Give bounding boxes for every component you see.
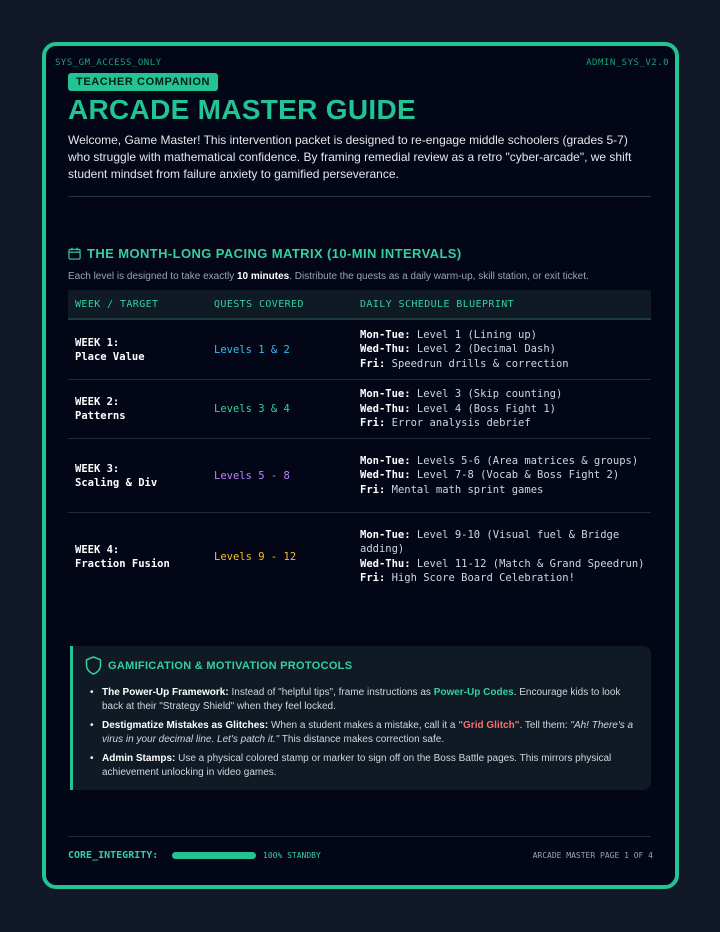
calendar-icon <box>68 247 81 260</box>
page-number: ARCADE MASTER PAGE 1 OF 4 <box>532 851 653 860</box>
version-label: ADMIN_SYS_V2.0 <box>586 58 669 68</box>
quests-cell: Levels 3 & 4 <box>214 403 290 415</box>
column-header: WEEK / TARGET <box>75 298 159 310</box>
column-header: QUESTS COVERED <box>214 298 304 310</box>
schedule-cell: Mon-Tue: Level 1 (Lining up) Wed-Thu: Level 2 (Decimal Dash) Fri: Speedrun drills & correction <box>360 328 569 370</box>
list-item: • Destigmatize Mistakes as Glitches: When a student makes a mistake, call it a "Grid Glitch". Tell them: "Ah! There's a virus in your decimal line. Let's patch it." This distance makes correction safe. <box>90 720 634 745</box>
week-cell: WEEK 2: Patterns <box>75 396 126 422</box>
list-item: • The Power-Up Framework: Instead of "helpful tips", frame instructions as Power-Up Codes. Encourage kids to look back at their "Strategy Shield" when they feel locked. <box>90 687 621 712</box>
table-row <box>68 320 651 380</box>
teacher-companion-badge: TEACHER COMPANION <box>68 73 218 91</box>
table-row <box>68 513 651 600</box>
quests-cell: Levels 9 - 12 <box>214 550 297 563</box>
schedule-cell: Mon-Tue: Level 9-10 (Visual fuel & Bridge adding) Wed-Thu: Level 11-12 (Match & Grand Speedrun) Fri: High Score Board Celebration! <box>360 528 645 584</box>
pacing-table <box>68 290 651 600</box>
table-row <box>68 380 651 439</box>
schedule-cell: Mon-Tue: Levels 5-6 (Area matrices & groups) Wed-Thu: Level 7-8 (Vocab & Boss Fight 2) Fri: Mental math sprint games <box>360 454 639 496</box>
access-label: SYS_GM_ACCESS_ONLY <box>55 58 162 68</box>
footer-divider <box>68 836 651 837</box>
list-item: • Admin Stamps: Use a physical colored stamp or marker to sign off on the Boss Battle pages. This mirrors physical achievement unlocking in video games. <box>90 753 612 778</box>
table-row <box>68 439 651 513</box>
week-cell: WEEK 3: Scaling & Div <box>75 462 158 489</box>
header-divider <box>68 196 651 197</box>
quests-cell: Levels 5 - 8 <box>214 469 290 482</box>
page-frame <box>42 42 679 889</box>
pacing-heading <box>68 246 462 261</box>
intro-paragraph: Welcome, Game Master! This intervention packet is designed to re-engage middle schoolers (grades 5-7) who struggle with mathematical confidence. By framing remedial review as a retro "cyber-arcade", we shift student mindset from failure anxiety to gamified perseverance. <box>68 133 632 181</box>
table-header <box>68 290 651 320</box>
pacing-subtitle: Each level is designed to take exactly 10 minutes. Distribute the quests as a daily warm-up, skill station, or exit ticket. <box>68 271 589 282</box>
gamification-heading <box>85 656 352 675</box>
core-integrity-label: CORE_INTEGRITY: <box>68 850 159 861</box>
column-header: DAILY SCHEDULE BLUEPRINT <box>360 298 515 310</box>
protocol-list <box>85 686 640 785</box>
integrity-status: 100% STANDBY <box>263 851 321 860</box>
shield-icon <box>85 656 102 675</box>
week-cell: WEEK 4: Fraction Fusion <box>75 543 170 570</box>
schedule-cell: Mon-Tue: Level 3 (Skip counting) Wed-Thu: Level 4 (Boss Fight 1) Fri: Error analysis debrief <box>360 388 563 430</box>
week-cell: WEEK 1: Place Value <box>75 336 145 363</box>
page-title: ARCADE MASTER GUIDE <box>68 94 416 125</box>
gamification-heading-text: GAMIFICATION & MOTIVATION PROTOCOLS <box>108 659 353 672</box>
quests-cell: Levels 1 & 2 <box>214 343 290 356</box>
integrity-progress-bar <box>172 852 256 859</box>
gamification-callout <box>70 646 651 790</box>
pacing-heading-text: THE MONTH-LONG PACING MATRIX (10-MIN INTERVALS) <box>87 246 462 261</box>
integrity-progress-fill <box>172 852 256 859</box>
